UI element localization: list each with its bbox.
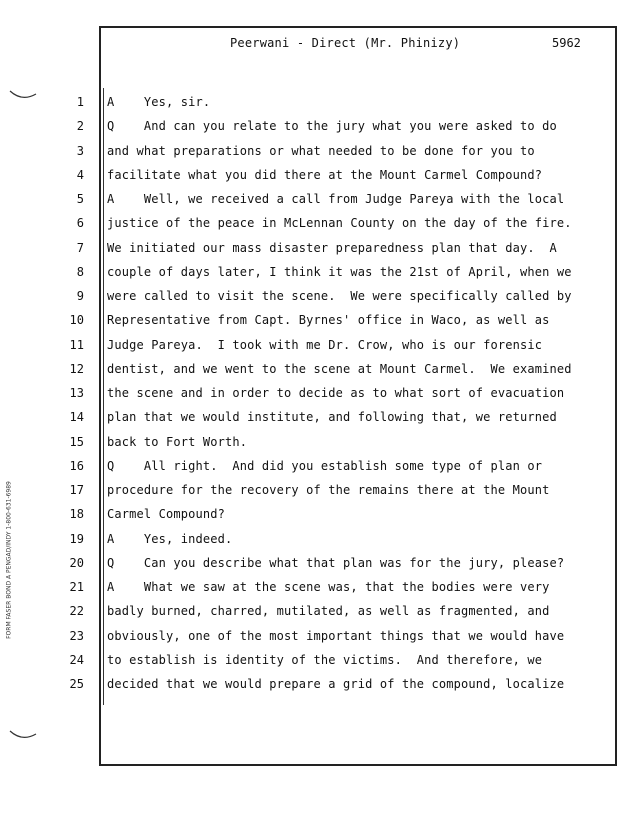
transcript-line: badly burned, charred, mutilated, as well as fragmented, and — [107, 604, 550, 619]
line-number: 10 — [69, 313, 84, 328]
line-number: 17 — [69, 483, 84, 497]
form-stamp-text: FORM FASER BOND A PENGAD/INDY 1-800-631-6989 — [5, 481, 13, 639]
line-number: 21 — [69, 580, 84, 594]
line-number: 20 — [69, 555, 84, 570]
transcript-line: Q All right. And did you establish some type of plan or — [107, 458, 543, 473]
line-number: 7 — [76, 240, 84, 255]
transcript-line: facilitate what you did there at the Mount Carmel Compound? — [107, 167, 543, 182]
line-number: 19 — [69, 531, 84, 546]
transcript-line: A Yes, sir. — [107, 95, 211, 109]
line-number: 15 — [69, 434, 84, 449]
line-number: 24 — [69, 652, 84, 667]
line-number: 9 — [76, 289, 84, 303]
page-number: 5962 — [552, 36, 581, 50]
transcript-line: justice of the peace in McLennan County on the day of the fire. — [107, 216, 572, 231]
line-number: 6 — [76, 216, 84, 231]
line-number: 22 — [69, 604, 84, 619]
line-number: 25 — [69, 677, 84, 691]
line-number: 4 — [76, 167, 84, 182]
page-header-title: Peerwani - Direct (Mr. Phinizy) — [230, 36, 461, 50]
transcript-line: and what preparations or what needed to be done for you to — [107, 143, 535, 158]
line-number: 2 — [76, 119, 84, 134]
transcript-line: decided that we would prepare a grid of the compound, localize — [107, 677, 565, 691]
transcript-line: Q Can you describe what that plan was for the jury, please? — [107, 555, 565, 570]
line-number: 8 — [76, 264, 84, 279]
line-number: 5 — [76, 192, 84, 206]
transcript-line: Q And can you relate to the jury what you were asked to do — [107, 119, 557, 134]
line-number: 3 — [76, 143, 84, 158]
transcript-line: procedure for the recovery of the remains there at the Mount — [107, 483, 550, 497]
transcript-line: the scene and in order to decide as to what sort of evacuation — [107, 386, 565, 400]
transcript-line: Representative from Capt. Byrnes' office in Waco, as well as — [107, 313, 550, 328]
transcript-line: plan that we would institute, and following that, we returned — [107, 410, 557, 425]
punch-mark-bottom — [8, 728, 38, 742]
line-number: 11 — [69, 337, 84, 352]
line-number: 13 — [69, 386, 84, 400]
form-stamp — [2, 480, 16, 640]
left-margin-rule — [103, 88, 104, 705]
transcript-line: couple of days later, I think it was the 21st of April, when we — [107, 264, 572, 279]
punch-mark-top — [8, 88, 38, 102]
transcript-line: obviously, one of the most important things that we would have — [107, 628, 565, 643]
transcript-line: to establish is identity of the victims. And therefore, we — [107, 652, 543, 667]
transcript-line: Carmel Compound? — [107, 507, 225, 522]
transcript-line: A Well, we received a call from Judge Pareya with the local — [107, 192, 565, 206]
line-number: 1 — [76, 95, 84, 109]
transcript-line: were called to visit the scene. We were specifically called by — [107, 289, 572, 303]
transcript-line: A Yes, indeed. — [107, 531, 233, 546]
line-number: 18 — [69, 507, 84, 522]
transcript-line: A What we saw at the scene was, that the bodies were very — [107, 580, 550, 594]
line-number: 16 — [69, 458, 84, 473]
line-number: 12 — [69, 361, 84, 376]
transcript-line: Judge Pareya. I took with me Dr. Crow, who is our forensic — [107, 337, 543, 352]
line-number: 14 — [69, 410, 84, 425]
transcript-line: dentist, and we went to the scene at Mount Carmel. We examined — [107, 361, 572, 376]
transcript-line: back to Fort Worth. — [107, 434, 248, 449]
line-number: 23 — [69, 628, 84, 643]
transcript-line: We initiated our mass disaster preparedness plan that day. A — [107, 240, 557, 255]
